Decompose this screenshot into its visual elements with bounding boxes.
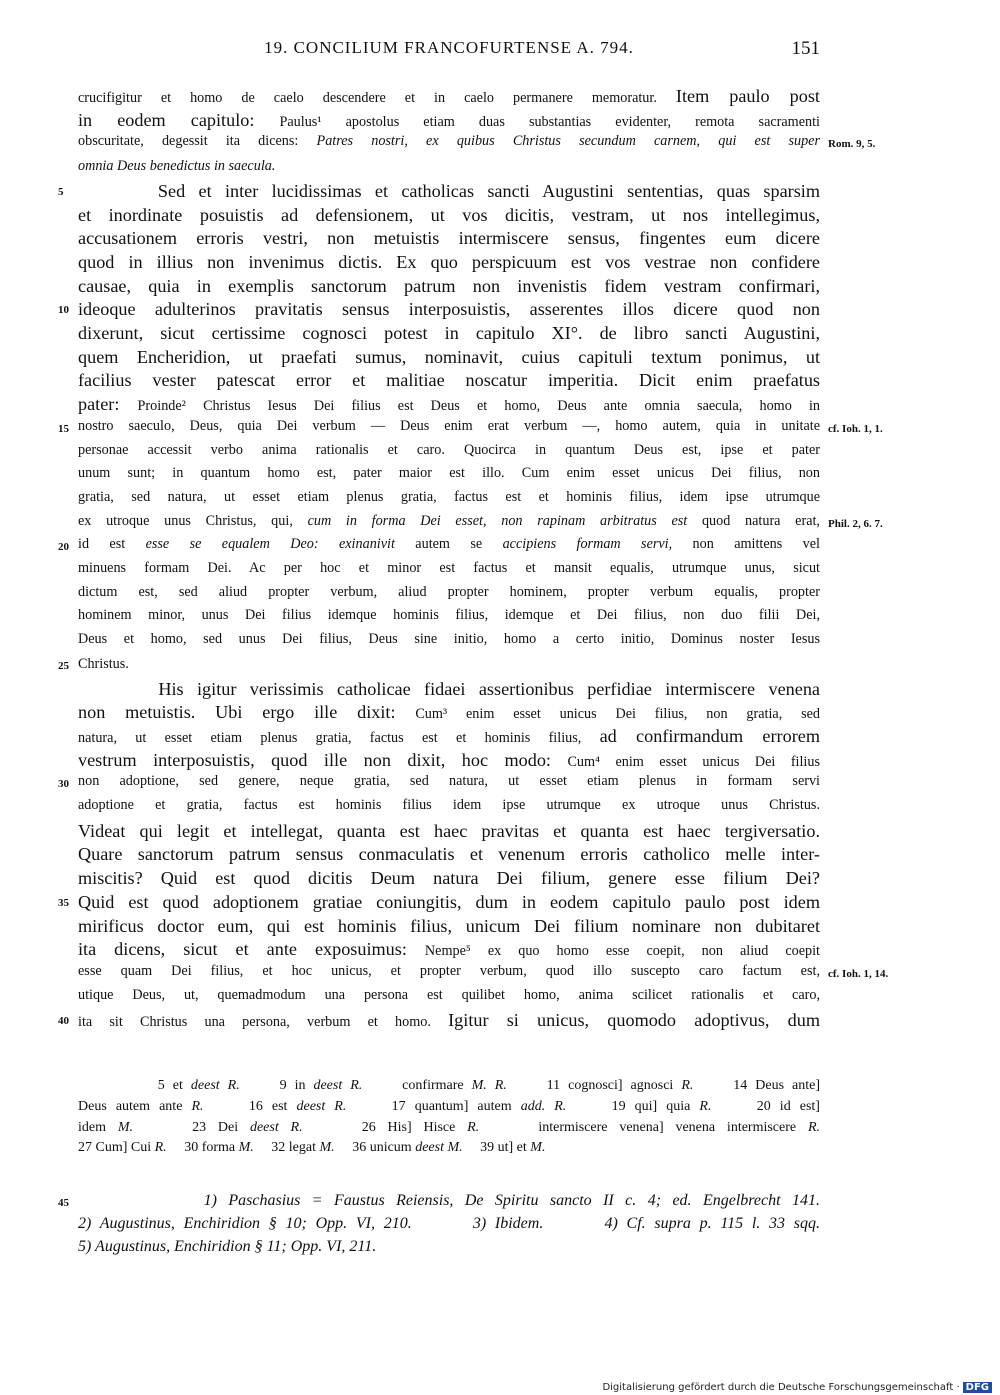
text-line-content: Sed et inter lucidissimas et catholicas sancti Augustini sententias, quas sparsim [78, 180, 820, 201]
margin-reference: Rom. 9, 5. [828, 138, 876, 151]
text-line [78, 987, 820, 1004]
line-number: 10 [58, 304, 69, 317]
text-line [58, 536, 821, 554]
text-line-content: omnia Deus benedictus in saecula. [78, 158, 276, 175]
text-line [78, 394, 820, 415]
text-line-content: Deus et homo, sed unus Dei filius, Deus sine initio, homo a certo initio, Dominus noster Iesus [78, 631, 820, 648]
text-line [78, 607, 820, 624]
text-line-content: gratia, sed natura, ut esset etiam plenus gratia, factus est et hominis filius, idem ipse utrumque [78, 488, 820, 505]
running-title: 19. CONCILIUM FRANCOFURTENSE A. 794. [264, 38, 634, 57]
text-line-content: His igitur verissimis catholicae fidaei assertionibus perfidiae intermiscere venena [78, 678, 820, 699]
text-line-content: obscuritate, degessit ita dicens: Patres nostri, ex quibus Christus secundum carnem, qui est super [78, 133, 821, 150]
text-line [78, 702, 820, 723]
text-line-content: et inordinate posuistis ad defensionem, ut vos dicitis, vestram, ut nos intellegimus, [78, 204, 820, 225]
footnote-content: 1) Paschasius = Faustus Reiensis, De Spiritu sancto II c. 4; ed. Engelbrecht 141. [78, 1192, 820, 1209]
text-line-content: in eodem capitulo: Paulus¹ apostolus etiam duas substantias evidenter, remota sacramenti [78, 109, 820, 130]
text-line [78, 347, 820, 368]
text-line-content: pater: Proinde² Christus Iesus Dei filius est Deus et homo, Deus ante omnia saecula, homo in [78, 394, 820, 415]
text-line [58, 180, 820, 202]
dfg-credit [602, 1382, 992, 1393]
text-line-content: vestrum interposuistis, quod ille non dixit, hoc modo: Cum⁴ enim esset unicus Dei filius [78, 749, 820, 770]
text-line-content: personae accessit verbo anima rationalis et caro. Quocirca in quantum Deus est, ipse et pater [78, 441, 820, 458]
page-number: 151 [791, 38, 820, 59]
footnote-content: 2) Augustinus, Enchiridion § 10; Opp. VI, 210. 3) Ibidem. 4) Cf. supra p. 115 l. 33 sqq. [78, 1215, 820, 1232]
line-number: 40 [58, 1015, 69, 1028]
text-line [78, 512, 883, 530]
text-line-content: nostro saeculo, Deus, quia Dei verbum — Deus enim erat verbum —, homo autem, quia in unitate [78, 417, 820, 434]
text-line-content: dixerunt, sicut certissime cognosci potest in capitulo XI°. de libro sancti Augustini, [78, 323, 820, 343]
text-line-content: Quare sanctorum patrum sensus conmaculatis et venenum erroris catholico melle inter- [78, 844, 820, 865]
text-line [78, 205, 820, 226]
apparatus-line-content: 27 Cum] Cui R. 30 forma M. 32 legat M. 36 unicum deest M. 39 ut] et M. [78, 1140, 546, 1156]
dfg-logo: DFG [963, 1382, 992, 1393]
apparatus-line-content: idem M. 23 Dei deest R. 26 His] Hisce R. intermiscere venena] venena intermiscere R. [78, 1119, 820, 1135]
text-line-content: hominem minor, unus Dei filius idemque hominis filius, idemque et Dei filius, non duo filii Dei, [78, 607, 820, 624]
text-line-content: non metuistis. Ubi ergo ille dixit: Cum³ enim esset unicus Dei filius, non gratia, sed [78, 702, 820, 723]
text-line-content: esse quam Dei filius, et hoc unicus, et propter verbum, quod illo suscepto caro factum est, [78, 962, 820, 979]
text-line [78, 252, 820, 273]
text-line [78, 465, 820, 482]
text-line-content: ideoque adulterinos pravitatis sensus interposuistis, asserentes illos dicere quod non [78, 299, 820, 320]
text-line [78, 750, 820, 771]
text-line [78, 868, 820, 889]
text-line-content: accusationem erroris vestri, non metuistis intermiscere sensus, fingentes eum dicere [78, 228, 820, 249]
text-line-content: utique Deus, ut, quemadmodum una persona est quilibet homo, anima scilicet rationalis et caro, [78, 986, 820, 1003]
text-line [78, 797, 820, 814]
text-line-content: natura, ut esset etiam plenus gratia, factus est et hominis filius, ad confirmandum errorem [78, 725, 820, 746]
footnote-line [58, 1192, 820, 1210]
text-line [78, 489, 820, 506]
apparatus-line [78, 1099, 820, 1115]
text-line [78, 584, 820, 601]
text-line-content: Quid est quod adoptionem gratiae coniungitis, dum in eodem capitulo paulo post idem [78, 891, 820, 912]
footnote-line [78, 1238, 820, 1256]
text-line [78, 86, 820, 107]
text-line [78, 276, 820, 297]
text-line [58, 773, 820, 791]
text-line-content: mirificus doctor eum, qui est hominis filius, unicum Dei filium nominare non dubitaret [78, 915, 820, 936]
text-line [78, 133, 876, 151]
text-line [78, 962, 889, 980]
margin-reference: cf. Ioh. 1, 1. [828, 422, 883, 435]
text-line-content: ita dicens, sicut et ante exposuimus: Nempe⁵ ex quo homo esse coepit, non aliud coepit [78, 939, 820, 960]
line-number: 30 [58, 778, 69, 791]
apparatus-line-content: Deus autem ante R. 16 est deest R. 17 quantum] autem add. R. 19 qui] quia R. 20 id est] [78, 1098, 820, 1114]
text-line [78, 228, 820, 249]
text-line-content: unum sunt; in quantum homo est, pater maior est illo. Cum enim esset unicus Dei filius, non [78, 465, 820, 482]
margin-reference: cf. Ioh. 1, 14. [828, 967, 889, 980]
text-line [78, 844, 820, 865]
text-line [78, 442, 820, 459]
line-number: 5 [58, 185, 64, 198]
line-number: 35 [58, 896, 69, 909]
text-line-content: adoptione et gratia, factus est hominis filius idem ipse utrumque ex utroque unus Christus. [78, 797, 820, 813]
text-line-content: Christus. [78, 655, 129, 672]
text-line-content: ex utroque unus Christus, qui, cum in forma Dei esset, non rapinam arbitratus est quod natura erat, [78, 512, 820, 529]
text-line [58, 417, 883, 435]
text-line-content: crucifigitur et homo de caelo descendere et in caelo permanere memoratur. Item paulo post [78, 86, 820, 106]
text-line [78, 560, 820, 577]
credit-text: Digitalisierung gefördert durch die Deutsche Forschungsgemeinschaft · [602, 1382, 960, 1393]
text-line [78, 157, 820, 175]
line-number: 15 [58, 422, 69, 435]
text-line [78, 916, 820, 937]
text-line-content: quod in illius non invenimus dictis. Ex quo perspicuum est vos vestrae non confidere [78, 251, 820, 272]
text-line [78, 821, 820, 842]
apparatus-line [78, 1120, 820, 1136]
text-line-content: Videat qui legit et intellegat, quanta est haec pravitas et quanta est haec tergiversatio. [78, 820, 820, 841]
text-line-content: non adoptione, sed genere, neque gratia, sed natura, ut esset etiam plenus in formam servi [78, 773, 820, 790]
footnote-line [78, 1215, 820, 1233]
line-number: 45 [58, 1197, 69, 1209]
apparatus-line [78, 1078, 820, 1094]
text-line-content: dictum est, sed aliud propter verbum, aliud propter hominem, propter verbum equalis, propter [78, 583, 820, 600]
text-line [58, 891, 820, 913]
running-header [78, 38, 820, 58]
text-line [78, 110, 820, 131]
text-line-content: ita sit Christus una persona, verbum et homo. Igitur si unicus, quomodo adoptivus, dum [78, 1010, 821, 1031]
text-line-content: causae, quia in exemplis sanctorum patrum non invenistis fidem vestram confirmari, [78, 275, 820, 296]
text-line [78, 370, 820, 391]
text-line [78, 323, 820, 344]
text-line [78, 631, 820, 648]
text-line [58, 299, 820, 320]
text-line-content: miscitis? Quid est quod dicitis Deum natura Dei filium, genere esse filium Dei? [78, 868, 820, 889]
margin-reference: Phil. 2, 6. 7. [828, 517, 883, 530]
text-line [78, 939, 820, 960]
line-number: 25 [58, 659, 69, 672]
text-line [58, 1010, 821, 1031]
text-line [58, 655, 820, 673]
text-line-content: id est esse se equalem Deo: exinanivit autem se accipiens formam servi, non amittens vel [78, 536, 821, 553]
line-number: 20 [58, 541, 69, 554]
text-line [78, 679, 820, 700]
text-line [78, 726, 820, 747]
apparatus-line [78, 1140, 820, 1156]
text-line-content: minuens formam Dei. Ac per hoc et minor est factus et mansit equalis, utrumque unus, sicut [78, 560, 820, 576]
text-line-content: quem Encheridion, ut praefati sumus, nominavit, cuius capituli textum ponimus, ut [78, 346, 820, 367]
text-line-content: facilius vester patescat error et malitiae noscatur imperitia. Dicit enim praefatus [78, 370, 820, 391]
footnote-content: 5) Augustinus, Enchiridion § 11; Opp. VI, 211. [78, 1238, 377, 1255]
apparatus-line-content: 5 et deest R. 9 in deest R. confirmare M. R. 11 cognosci] agnosci R. 14 Deus ante] [78, 1078, 820, 1093]
